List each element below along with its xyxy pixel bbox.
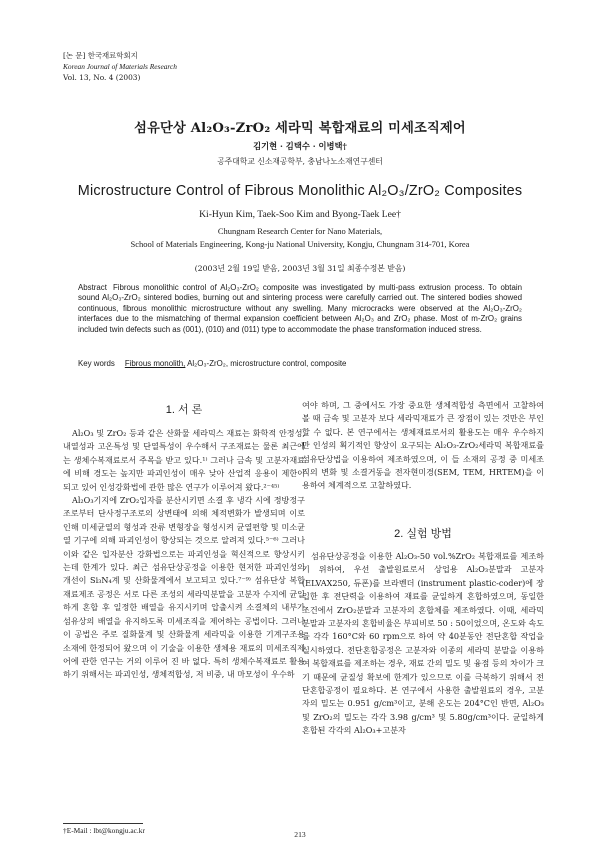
page-number: 213 bbox=[294, 830, 306, 839]
authors-korean: 김기현 · 김택수 · 이병택† bbox=[253, 141, 347, 151]
abstract bbox=[78, 283, 522, 335]
title-english: Microstructure Control of Fibrous Monolithic Al₂O₃/ZrO₂ Composites bbox=[77, 183, 523, 199]
footnote-divider bbox=[63, 823, 143, 824]
footnote-email: †E-Mail : lbt@kongju.ac.kr bbox=[63, 826, 145, 835]
keyword-underlined: Fibrous monolith, bbox=[124, 359, 186, 368]
abstract-text: Fibrous monolithic control of Al₂O₃-ZrO₂ composite was investigated by multi-pass extrusion process. To obtain sound Al₂O₃-ZrO₂ sintered bodies, burning out and sintering process were carefully carried out. The sintered bodies showed continuous, fibrous monolithic microstructure without any swelling. Many microcracks were observed at the Al₂O₃-ZrO₂ interfaces due to the mismatching of thermal expansion coefficient between Al₂O₃ and ZrO₂ phase. Most of m-ZrO₂ grains included twin defects such as (001), (010) and (011) type to accommodate the phase transformation induced stress. bbox=[78, 283, 522, 334]
keywords-rest: Al₂O₃-ZrO₂, microstructure control, composite bbox=[185, 359, 347, 368]
paragraph: 섬유단상공정을 이용한 Al₂O₃-50 vol.%ZrO₂ 복합재료를 제조하기 위하여, 우선 출발원료로서 상업용 Al₂O₃분말과 고분자(ELVAX250, 듀폰)를 브라벤더 (instrument plastic-coder)에 장입한 후 전단력을 이용하여 재료를 균일하게 혼합하였으며, 동일한 조건에서 ZrO₂분말과 고분자의 혼합체를 제조하였다. 이때, 세라믹 분말과 고분자의 혼합비율은 부피비로 50 : 50이었으며, 온도와 속도를 각각 160°C와 60 rpm으로 하여 약 40분동안 전단혼합 작업을 실시하였다. 전단혼합공정은 고분자와 이종의 세라믹 분말을 이용하여 복합재료를 제조하는 경우, 재료 간의 밀도 및 융점 등의 차이가 크기 때문에 균질성 확보에 한계가 있으므로 이를 극복하기 위해서 전단혼합공정이 필요하다. 본 연구에서 사용한 출발원료의 경우, 고분자의 밀도는 0.951 g/cm³이고, 분해 온도는 204°C인 반면, Al₂O₃ 및 ZrO₂의 밀도는 각각 3.98 g/cm³ 및 5.80g/cm³이다. 균일하게 혼합된 각각의 Al₂O₃+고분자 bbox=[302, 551, 544, 736]
right-column-methods bbox=[302, 550, 544, 738]
affiliation-korean: 공주대학교 신소재공학부, 충남나노소재연구센터 bbox=[217, 157, 383, 166]
journal-volume: Vol. 13, No. 4 (2003) bbox=[63, 73, 141, 82]
journal-header bbox=[63, 50, 177, 83]
journal-name: Korean Journal of Materials Research bbox=[63, 62, 177, 71]
right-column bbox=[302, 399, 544, 493]
paragraph: Al₂O₃기지에 ZrO₂입자를 분산시키면 소결 후 냉각 시에 정방정구조로부터 단사정구조로의 상변태에 의해 체적변화가 발생되며 이로 인해 미세균열의 형성과 잔류 변형장을 형성시켜 균열편향 및 미소균열 기구에 의해 파괴인성이 향상되는 것으로 알려져 있다.⁵⁻⁶⁾ 그러나 이와 같은 입자분산 강화법으로는 파괴인성을 혁신적으로 향상시키는데 한계가 있다. 최근 섬유단상공정을 이용한 현저한 파괴인성의 개선이 Si₃N₄계 및 산화물계에서 보고되고 있다.⁷⁻⁹⁾ 섬유단상 복합재료제조 공정은 서로 다른 조성의 세라믹분말을 고분자 수지에 균일하게 혼합 후 일정한 배열을 유지시키며 압출시켜 소결체의 내부가 섬유상의 배열을 유지하도록 미세조직을 제어하는 공법이다. 그러나 이 공법은 주로 질화물계 및 산화물계 세라믹을 이용한 기계구조용 소재에 한정되어 왔으며 이 기술을 이용한 생체용 재료의 미세조직제어에 관한 연구는 거의 이루어 진 바 없다. 특히 생체수복재료로 활용하기 위해서는 파괴인성, 생체적합성, 저 비중, 내 마모성이 우수하 bbox=[63, 495, 305, 680]
title-korean: 섬유단상 Al₂O₃-ZrO₂ 세라믹 복합재료의 미세조직제어 bbox=[134, 121, 466, 136]
keywords-label: Key words bbox=[78, 359, 115, 368]
received-dates: (2003년 2월 19일 받음, 2003년 3월 31일 최종수정본 받음) bbox=[194, 264, 406, 273]
keywords bbox=[78, 359, 522, 368]
paragraph: Al₂O₃ 및 ZrO₂ 등과 같은 산화물 세라믹스 재료는 화학적 안정성, 내열성과 고온특성 및 단열특성이 우수해서 구조재료는 물론 최근에는 생체수복재료로서 주목을 받고 있다.¹⁾ 그러나 금속 및 고분자재료에 비해 경도는 높지만 파괴인성이 매우 낮아 산업적 응용이 제한이 되고 있어 인성강화법에 관한 많은 연구가 이루어져 왔다.²⁻⁴⁵⁾ bbox=[63, 428, 305, 492]
affiliation-english-2: School of Materials Engineering, Kong-ju National University, Kongju, Chungnam 314-701, Korea bbox=[130, 239, 470, 249]
section-heading-introduction: 1. 서 론 bbox=[165, 404, 203, 416]
authors-english: Ki-Hyun Kim, Taek-Soo Kim and Byong-Taek Lee† bbox=[199, 209, 401, 220]
affiliation-english-1: Chungnam Research Center for Nano Materials, bbox=[217, 226, 383, 236]
left-column bbox=[63, 427, 305, 682]
paragraph: 여야 하며, 그 중에서도 가장 중요한 생체적합성 측면에서 고찰하여 볼 때 금속 및 고분자 보다 세라믹재료가 큰 장점이 있는 것만은 부인할 수 없다. 본 연구에서는 생체재료로서의 활용도는 매우 우수하지만 인성의 획기적인 향상이 요구되는 Al₂O₃-ZrO₂세라믹 복합재료를 섬유단상법을 이용하여 제조하였으며, 이 들 소재의 공정 중 미세조직의 변화 및 소결거동을 전자현미경(SEM, TEM, HRTEM)을 이용하여 체계적으로 고찰하였다. bbox=[302, 400, 544, 491]
section-heading-methods: 2. 실험 방법 bbox=[394, 528, 452, 540]
journal-type: [논 문] 한국재료학회지 bbox=[63, 51, 138, 60]
abstract-label: Abstract bbox=[78, 283, 107, 292]
